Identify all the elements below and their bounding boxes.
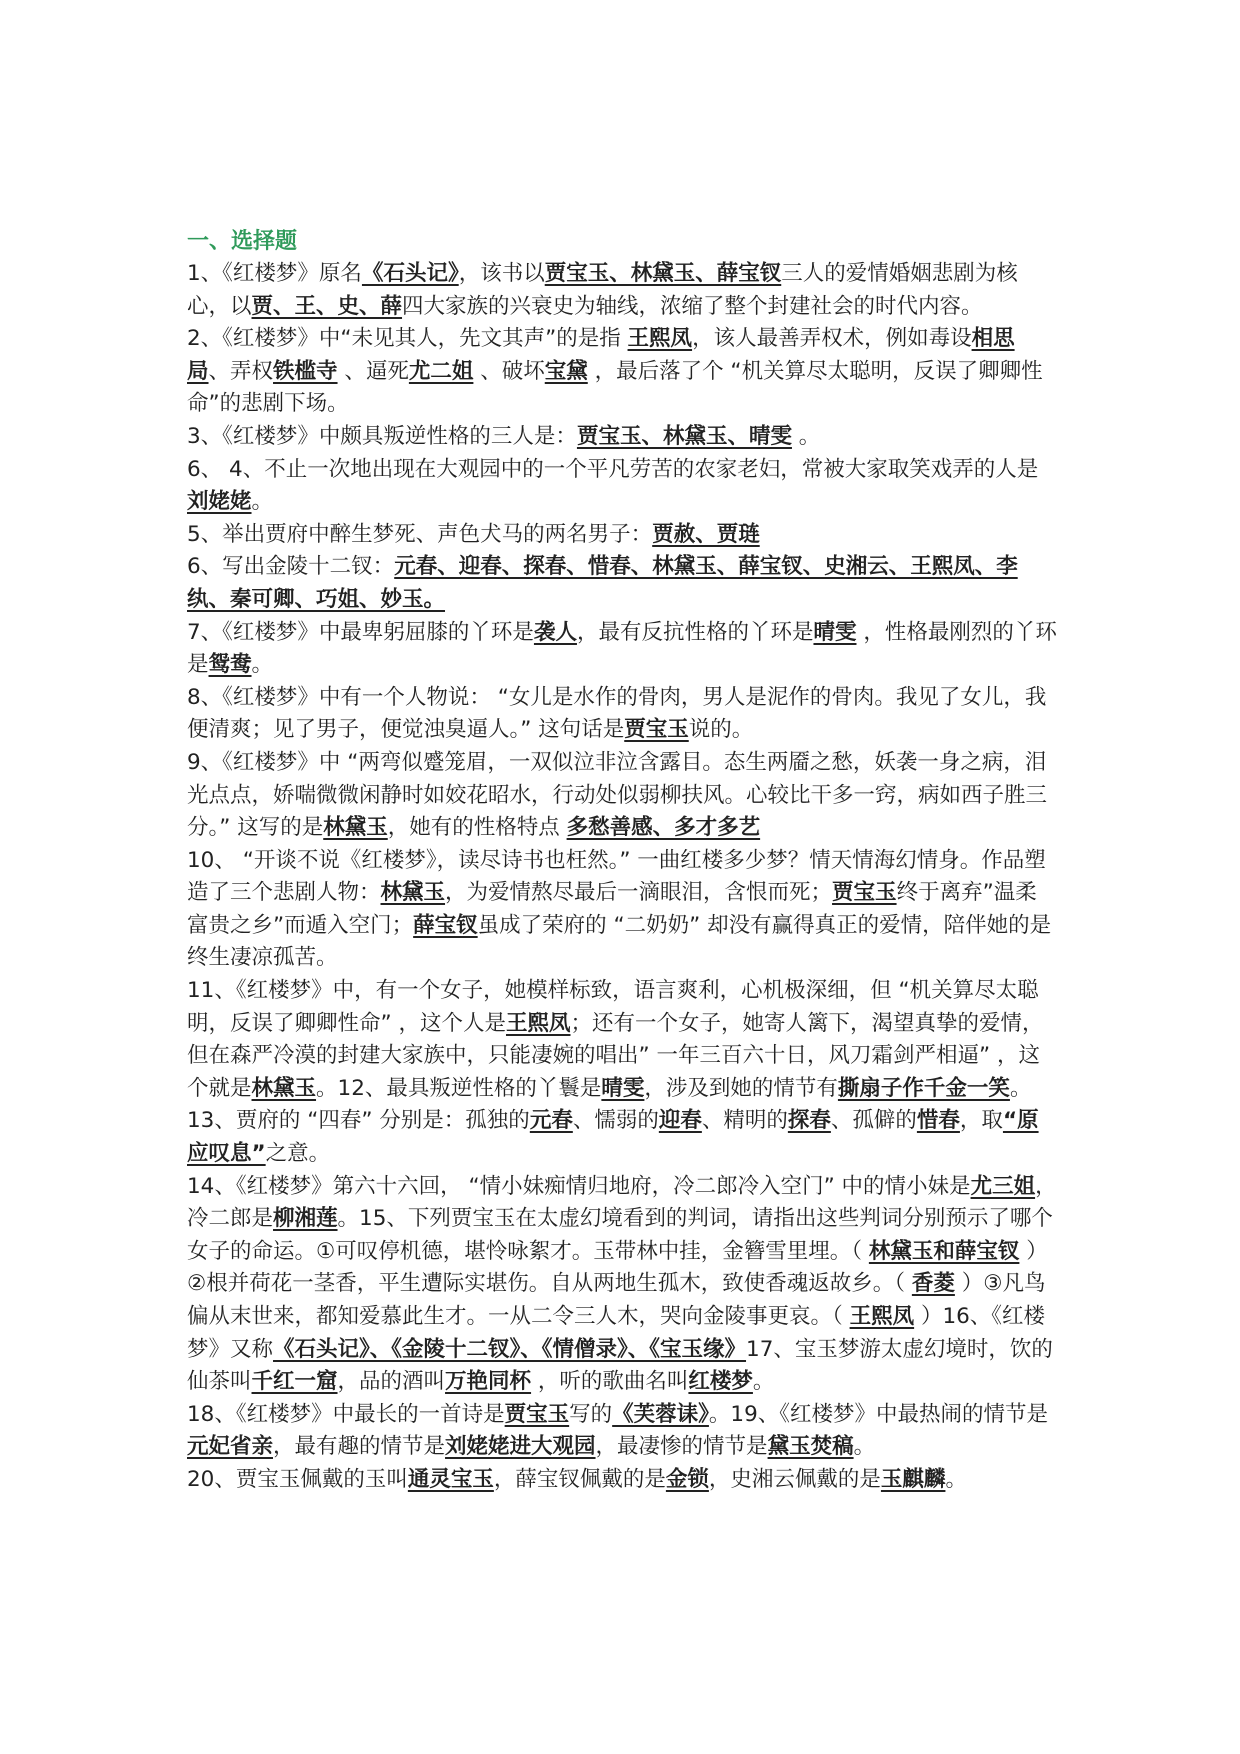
question-text: 17、宝玉梦游太虚幻境时，饮的仙茶叫: [187, 1336, 1053, 1395]
answer-text: 晴雯: [813, 619, 857, 645]
question-item: [187, 421, 1057, 454]
question-text: 、逼死: [337, 358, 409, 384]
answer-text: 林黛玉: [323, 815, 388, 841]
question-text: ，取: [959, 1108, 1003, 1134]
answer-text: 贾、王、史、薛: [251, 293, 403, 319]
question-text: ，品的酒叫: [337, 1369, 446, 1395]
question-text: ，性格最刚烈的丫环是: [187, 619, 1057, 678]
question-item: [187, 747, 1057, 845]
answer-text: 刘姥姥进大观园: [445, 1434, 596, 1460]
question-text: 13、贾府的 “四春” 分别是：孤独的: [187, 1108, 530, 1134]
answer-text: 林黛玉: [251, 1075, 317, 1101]
question-text: 20、贾宝玉佩戴的玉叫: [187, 1466, 408, 1492]
question-text: 。: [251, 652, 274, 678]
question-text: 终于离弃”温柔富贵之乡”而遁入空门；: [187, 880, 1037, 938]
question-text: 14、《红楼梦》第六十六回， “情小妹痴情归地府，冷二郎冷入空门” 中的情小妹是: [187, 1173, 971, 1199]
answer-text: 铁槛寺: [273, 358, 338, 384]
question-text: 四大家族的兴衰史为轴线，浓缩了整个封建社会的时代内容。: [402, 293, 983, 319]
question-item: [187, 454, 1057, 519]
question-text: 。12、最具叛逆性格的丫鬟是: [316, 1075, 602, 1101]
question-text: ）16、《红楼梦》又称: [187, 1304, 1046, 1362]
question-text: 。: [791, 423, 821, 449]
answer-text: 王熙凤: [627, 326, 693, 352]
question-text: ，听的歌曲名叫: [531, 1369, 689, 1395]
question-text: ，冷二郎是: [187, 1173, 1057, 1232]
answer-text: 林黛玉和薛宝钗: [868, 1238, 1020, 1264]
question-item: [187, 551, 1057, 616]
answer-text: 黛玉焚稿: [767, 1434, 854, 1460]
question-item: [187, 519, 1057, 552]
question-text: 10、 “开谈不说《红楼梦》，读尽诗书也枉然。” 一曲红楼多少梦？情天情海幻情身。作品塑造了三个悲剧人物：: [187, 847, 1046, 906]
question-item: [187, 975, 1057, 1105]
answer-text: 玉麒麟: [880, 1466, 946, 1492]
question-text: 6、写出金陵十二钗：: [187, 554, 395, 580]
answer-text: 元春、迎春、探春、惜春、林黛玉、薛宝钗、史湘云、王熙凤、李纨、秦可卿、巧姐、妙玉。: [187, 554, 1018, 612]
question-text: ，史湘云佩戴的是: [708, 1466, 881, 1492]
answer-text: 贾宝玉: [624, 717, 689, 743]
question-text: 7、《红楼梦》中最卑躬屈膝的丫环是: [187, 619, 534, 645]
question-text: ，最凄惨的情节是: [595, 1434, 768, 1460]
answer-text: 万艳同杯: [445, 1369, 532, 1395]
answer-text: 柳湘莲: [273, 1206, 338, 1232]
answer-text: 相思局: [187, 326, 1015, 384]
answer-text: 迎春: [658, 1108, 702, 1134]
question-item: [187, 845, 1057, 975]
answer-text: 通灵宝玉: [407, 1466, 494, 1492]
answer-text: 晴雯: [601, 1075, 645, 1101]
answer-text: 探春: [787, 1108, 831, 1134]
answer-text: 元春: [529, 1108, 573, 1134]
answer-text: 惜春: [916, 1108, 960, 1134]
question-text: 9、《红楼梦》中 “两弯似蹙笼眉，一双似泣非泣含露目。态生两靥之愁，妖袭一身之病，泪光点点，娇喘微微闲静时如姣花昭水，行动处似弱柳扶风。心较比干多一窍，病如西子胜三分。” 这写的是: [187, 749, 1048, 841]
answer-text: 宝黛: [544, 358, 588, 384]
question-text: ）②根并荷花一茎香，平生遭际实堪伤。自从两地生孤木，致使香魂返故乡。（: [187, 1238, 1048, 1297]
question-text: ，最有趣的情节是: [273, 1434, 446, 1460]
answer-text: 贾赦、贾琏: [652, 521, 760, 547]
document-page: [187, 226, 1057, 1497]
question-text: ，涉及到她的情节有: [644, 1075, 838, 1101]
question-text: ，最有反抗性格的丫环是: [576, 619, 814, 645]
question-item: [187, 1171, 1057, 1399]
answer-text: 贾宝玉、林黛玉、薛宝钗: [544, 261, 782, 286]
question-text: 。: [945, 1466, 967, 1492]
answer-text: 鸳鸯: [208, 652, 252, 678]
answer-text: 袭人: [533, 619, 577, 645]
question-text: 18、《红楼梦》中最长的一首诗是: [187, 1401, 505, 1427]
question-item: [187, 1399, 1057, 1464]
answer-text: 尤三姐: [970, 1173, 1036, 1199]
question-text: 。: [1009, 1075, 1032, 1101]
answer-text: 撕扇子作千金一笑: [837, 1075, 1010, 1101]
question-text: 。19、《红楼梦》中最热闹的情节是: [708, 1401, 1049, 1427]
answer-text: 薛宝钗: [413, 912, 478, 938]
answer-text: 《石头记》、《金陵十二钗》、《情僧录》、《宝玉缘》: [273, 1336, 747, 1362]
question-text: 、弄权: [208, 358, 274, 384]
question-text: ，该书以: [458, 261, 545, 286]
question-list: [187, 258, 1057, 1497]
question-item: [187, 1105, 1057, 1170]
question-text: 虽成了荣府的 “二奶奶” 却没有赢得真正的爱情，陪伴她的是终生凄凉孤苦。: [187, 912, 1052, 971]
answer-text: 红楼梦: [688, 1369, 753, 1395]
question-text: 6、 4、不止一次地出现在大观园中的一个平凡劳苦的农家老妇，常被大家取笑戏弄的人是: [187, 456, 1039, 482]
question-item: [187, 258, 1057, 323]
question-text: 、孤僻的: [830, 1108, 917, 1134]
answer-text: 元妃省亲: [187, 1434, 274, 1460]
question-text: ，该人最善弄权术，例如毒设: [692, 326, 972, 352]
answer-text: 贾宝玉: [504, 1401, 570, 1427]
section-heading: 一、选择题: [187, 229, 298, 254]
question-text: 。: [853, 1434, 876, 1460]
question-text: 3、《红楼梦》中颇具叛逆性格的三人是：: [187, 423, 577, 449]
answer-text: 贾宝玉、林黛玉、晴雯: [576, 423, 792, 449]
answer-text: 刘姥姥: [187, 489, 252, 515]
question-text: ，为爱情熬尽最后一滴眼泪，含恨而死；: [445, 880, 833, 906]
question-text: 。15、下列贾宝玉在太虚幻境看到的判词，请指出这些判词分别预示了哪个女子的命运。①可叹停机德，堪怜咏絮才。玉带林中挂，金簪雪里埋。（: [187, 1206, 1053, 1264]
question-text: 。: [752, 1369, 775, 1395]
answer-text: 金锁: [665, 1466, 709, 1492]
answer-text: 多愁善感、多才多艺: [566, 815, 761, 841]
question-item: [187, 617, 1057, 682]
question-text: 1、《红楼梦》原名: [187, 261, 362, 286]
question-text: 之意。: [265, 1141, 331, 1167]
question-item: [187, 682, 1057, 747]
question-text: ，薛宝钗佩戴的是: [493, 1466, 666, 1492]
question-item: [187, 1464, 1057, 1497]
question-text: 说的。: [688, 717, 754, 743]
answer-text: 林黛玉: [380, 880, 446, 906]
answer-text: 贾宝玉: [832, 880, 897, 906]
answer-text: 《芙蓉诔》: [612, 1401, 709, 1427]
question-text: 5、举出贾府中醉生梦死、声色犬马的两名男子：: [187, 521, 653, 547]
answer-text: 千红一窟: [251, 1369, 338, 1395]
answer-text: 王熙凤: [849, 1304, 915, 1329]
question-text: ，最后落了个 “机关算尽太聪明，反误了卿卿性命”的悲剧下场。: [187, 358, 1043, 417]
question-text: ，她有的性格特点: [387, 815, 567, 841]
question-text: 11、《红楼梦》中，有一个女子，她模样标致，语言爽利，心机极深细，但 “机关算尽太聪明，反误了卿卿性命” ，这个人是: [187, 978, 1039, 1036]
question-text: ；还有一个女子，她寄人篱下，渴望真挚的爱情，但在森严冷漠的封建大家族中，只能凄婉的唱出” 一年三百六十日，风刀霜剑严相逼” ，这个就是: [187, 1010, 1044, 1101]
question-text: 。: [251, 489, 274, 515]
answer-text: 《石头记》: [361, 261, 459, 286]
question-text: 三人的爱情婚姻悲剧为核心，以: [187, 261, 1018, 319]
question-text: 、破坏: [473, 358, 545, 384]
answer-text: 香菱: [911, 1271, 955, 1297]
question-text: 写的: [569, 1401, 613, 1427]
question-item: [187, 323, 1057, 421]
question-text: 、懦弱的: [572, 1108, 659, 1134]
question-text: 、精明的: [701, 1108, 788, 1134]
question-text: ）③凡鸟偏从末世来，都知爱慕此生才。一从二令三人木，哭向金陵事更哀。（: [187, 1271, 1046, 1329]
question-text: 2、《红楼梦》中“未见其人，先文其声”的是指: [187, 326, 628, 352]
question-text: 8、《红楼梦》中有一个人物说： “女儿是水作的骨肉，男人是泥作的骨肉。我见了女儿，我便清爽；见了男子，便觉浊臭逼人。” 这句话是: [187, 684, 1047, 743]
answer-text: “原应叹息”: [187, 1108, 1039, 1167]
answer-text: 尤二姐: [408, 358, 474, 384]
answer-text: 王熙凤: [505, 1010, 571, 1036]
